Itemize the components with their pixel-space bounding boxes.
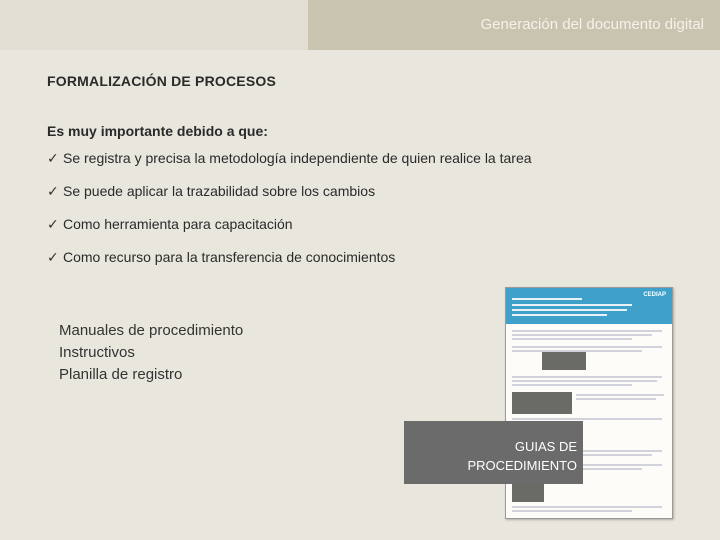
header-left-panel [0,0,308,50]
thumbnail-brand: CEDIAP [643,292,666,298]
thumbnail-header [506,288,672,324]
bullet-text: Como herramienta para capacitación [63,216,293,232]
checkmark-icon: ✓ [47,216,59,232]
header-title: Generación del documento digital [480,16,704,33]
bullet-text: Se puede aplicar la trazabilidad sobre los cambios [63,183,376,199]
document-type-item: Planilla de registro [59,366,183,383]
guide-label [437,437,577,475]
checkmark-icon: ✓ [47,249,59,265]
thumbnail-photo [542,352,586,370]
section-title: FORMALIZACIÓN DE PROCESOS [47,73,277,89]
bullet-item [47,150,532,183]
bullet-text: Como recurso para la transferencia de conocimientos [63,249,396,265]
header-band [308,0,720,50]
thumbnail-photo [512,484,544,502]
bullet-text: Se registra y precisa la metodología independiente de quien realice la tarea [63,150,532,166]
document-type-item: Manuales de procedimiento [59,322,244,339]
document-types-list [59,320,243,386]
guide-label-line: PROCEDIMIENTO [467,458,577,473]
document-type-item: Instructivos [59,344,135,361]
bullet-item [47,216,532,249]
procedure-guide-thumbnail [505,287,673,519]
bullet-list [47,150,532,282]
guide-label-line: GUIAS DE [514,439,577,454]
checkmark-icon: ✓ [47,150,59,166]
intro-text: Es muy importante debido a que: [47,123,268,139]
guide-label-box [404,421,583,484]
thumbnail-photo [512,392,572,414]
bullet-item [47,183,532,216]
checkmark-icon: ✓ [47,183,59,199]
bullet-item [47,249,532,282]
